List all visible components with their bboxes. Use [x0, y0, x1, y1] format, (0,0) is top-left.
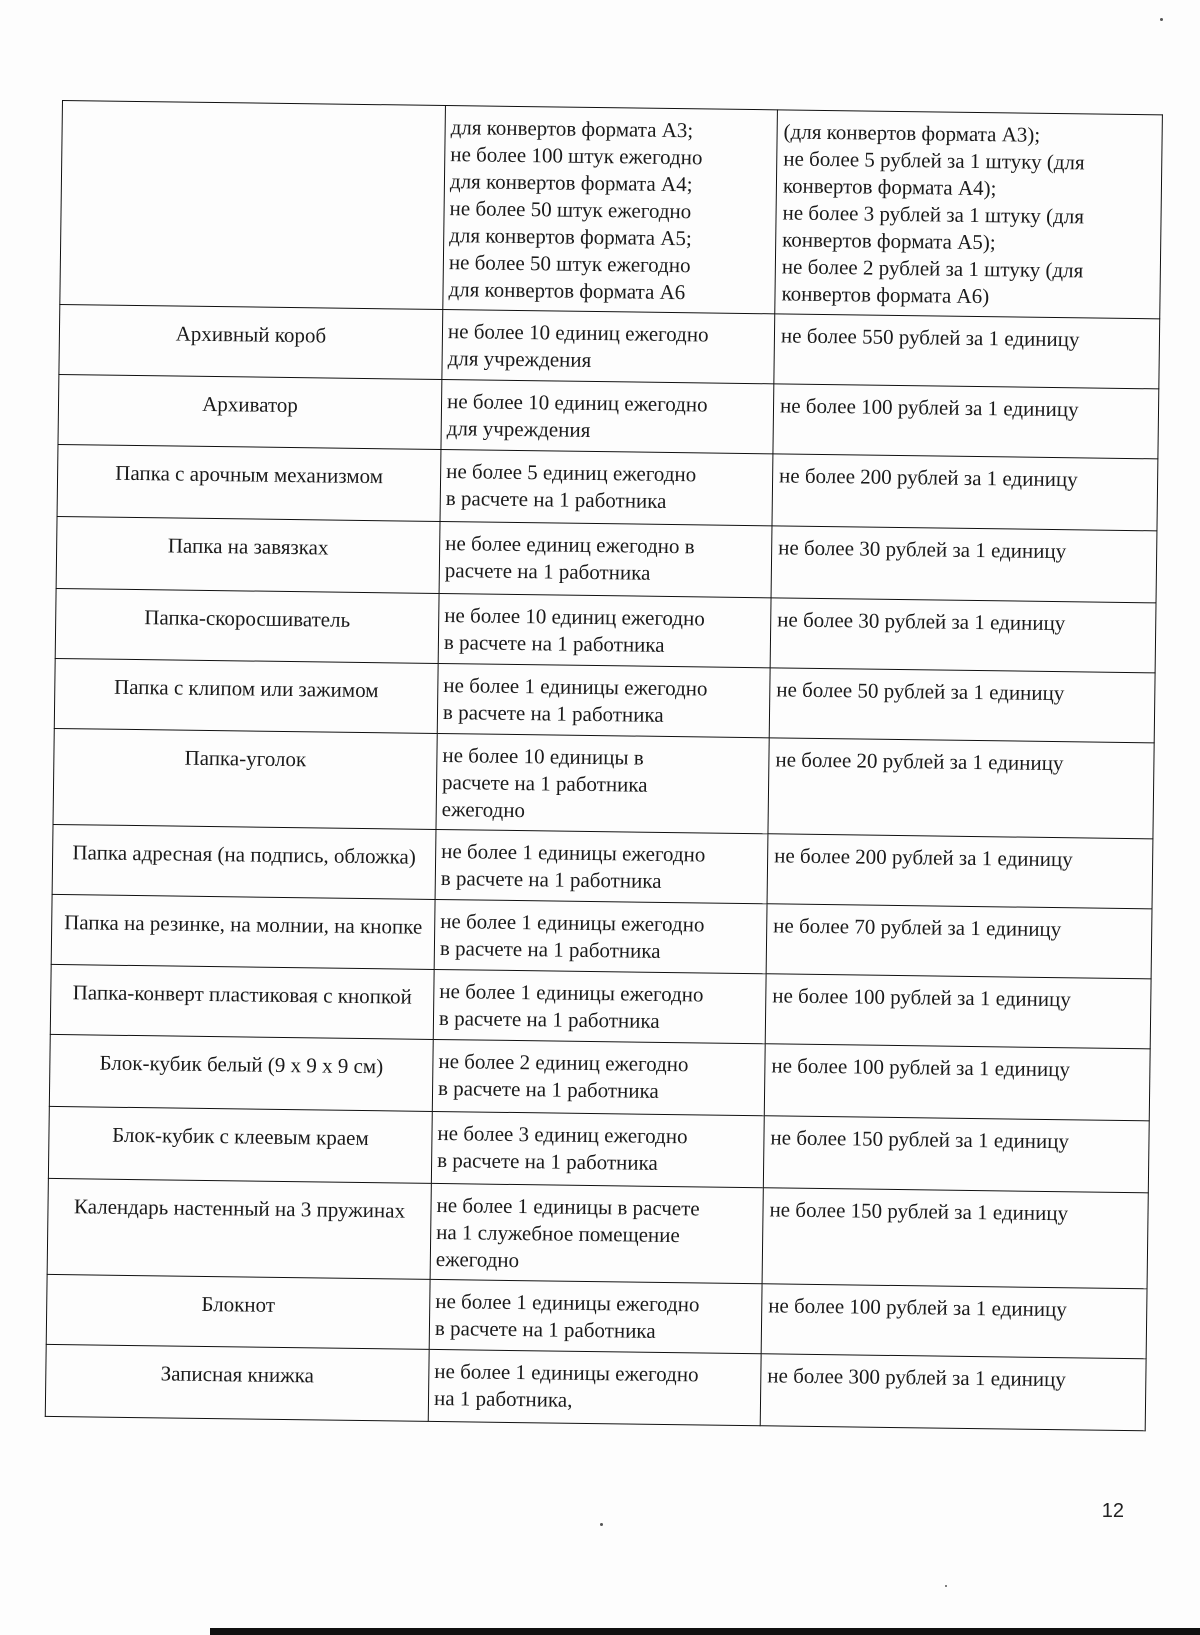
- item-name-cell: Папка адресная (на подпись, обложка): [52, 824, 436, 899]
- scan-speck: [600, 1523, 603, 1526]
- quantity-cell: [436, 733, 769, 833]
- item-name-cell: Папка-уголок: [53, 728, 437, 829]
- price-line: не более 300 рублей за 1 единицу: [767, 1363, 1067, 1392]
- item-name-cell: Блокнот: [46, 1274, 430, 1349]
- quantity-cell: [434, 899, 767, 973]
- quantity-line: не более 50 штук ежегодно: [448, 250, 691, 278]
- price-line: не более 30 рублей за 1 единицу: [777, 607, 1066, 636]
- table-row: [45, 1344, 1146, 1430]
- item-name-cell: Папка на резинке, на молнии, на кнопке: [51, 894, 435, 969]
- quantity-line: в расчете на 1 работника: [434, 1315, 656, 1343]
- price-line: не более 150 рублей за 1 единицу: [769, 1197, 1069, 1226]
- price-cell: [768, 738, 1154, 839]
- quantity-line: не более 10 единиц ежегодно: [447, 319, 709, 347]
- price-line: не более 30 рублей за 1 единицу: [778, 535, 1067, 564]
- quantity-line: в расчете на 1 работника: [443, 630, 665, 657]
- quantity-line: не более 1 единицы в расчете: [436, 1192, 700, 1221]
- price-cell: [770, 598, 1156, 673]
- quantity-cell: [441, 379, 774, 453]
- quantity-line: не более 10 единицы в: [442, 743, 644, 770]
- quantity-line: не более 10 единиц ежегодно: [446, 389, 708, 417]
- quantity-cell: [431, 1111, 764, 1187]
- quantity-line: не более 1 единицы ежегодно: [439, 979, 704, 1007]
- quantity-line: не более единиц ежегодно в: [445, 531, 695, 559]
- quantity-cell: [442, 310, 775, 384]
- price-line: конвертов формата А6): [781, 281, 990, 309]
- price-line: не более 100 рублей за 1 единицу: [772, 983, 1072, 1012]
- price-cell: [771, 526, 1157, 603]
- quantity-line: в расчете на 1 работника: [437, 1148, 658, 1175]
- price-cell: [773, 384, 1159, 459]
- price-line: не более 550 рублей за 1 единицу: [780, 323, 1080, 352]
- price-line: не более 5 рублей за 1 штуку (для: [783, 146, 1085, 175]
- price-cell: [762, 1188, 1148, 1289]
- price-line: не более 100 рублей за 1 единицу: [768, 1293, 1067, 1322]
- quantity-line: для конвертов формата А5;: [449, 223, 692, 251]
- item-name-cell: Папка-конверт пластиковая с кнопкой: [50, 964, 434, 1039]
- quantity-cell: [435, 829, 768, 903]
- quantity-line: не более 10 единиц ежегодно: [444, 603, 705, 631]
- quantity-cell: [432, 1039, 765, 1115]
- quantity-line: не более 1 единицы ежегодно: [440, 909, 705, 937]
- table-body: [45, 101, 1162, 1431]
- quantity-line: на 1 работника,: [433, 1385, 573, 1412]
- price-cell: [767, 834, 1153, 909]
- price-cell: [764, 1044, 1150, 1121]
- price-line: не более 20 рублей за 1 единицу: [775, 747, 1064, 776]
- item-name-cell: Папка с арочным механизмом: [57, 444, 441, 521]
- quantity-line: в расчете на 1 работника: [439, 936, 661, 963]
- quantity-line: не более 3 единиц ежегодно: [437, 1121, 688, 1149]
- quantity-line: на 1 служебное помещение: [436, 1219, 680, 1248]
- quantity-cell: [443, 106, 778, 314]
- price-cell: [765, 974, 1151, 1049]
- price-line: не более 200 рублей за 1 единицу: [774, 843, 1073, 872]
- table-row: [60, 101, 1163, 319]
- quantity-line: ежегодно: [441, 797, 526, 823]
- price-cell: [760, 1354, 1146, 1431]
- table-row: [53, 728, 1154, 838]
- price-cell: [761, 1284, 1147, 1359]
- quantity-line: для конвертов формата А4;: [449, 169, 693, 197]
- quantity-line: не более 5 единиц ежегодно: [446, 459, 697, 487]
- quantity-line: не более 1 единицы ежегодно: [441, 839, 706, 867]
- quantity-line: не более 2 единиц ежегодно: [438, 1049, 689, 1077]
- item-name-cell: Записная книжка: [45, 1344, 429, 1421]
- quantity-cell: [428, 1349, 761, 1425]
- quantity-line: для учреждения: [447, 346, 592, 372]
- price-line: не более 100 рублей за 1 единицу: [779, 393, 1079, 422]
- quantity-line: в расчете на 1 работника: [442, 700, 664, 727]
- quantity-line: для учреждения: [446, 416, 591, 442]
- quantity-line: не более 1 единицы ежегодно: [443, 673, 708, 701]
- price-line: не более 150 рублей за 1 единицу: [770, 1125, 1070, 1154]
- price-cell: [763, 1116, 1149, 1193]
- quantity-line: в расчете на 1 работника: [437, 1076, 659, 1103]
- price-cell: [775, 110, 1163, 319]
- price-line: не более 100 рублей за 1 единицу: [771, 1053, 1071, 1082]
- quantity-cell: [437, 663, 770, 737]
- item-name-cell: [60, 101, 446, 310]
- quantity-line: для конвертов формата А6: [448, 277, 686, 305]
- page-number: 12: [1101, 1500, 1124, 1522]
- price-line: конвертов формата А5);: [782, 227, 996, 255]
- quantity-line: расчете на 1 работника: [441, 770, 648, 797]
- item-name-cell: Блок-кубик с клеевым краем: [48, 1106, 432, 1183]
- quantity-line: ежегодно: [435, 1246, 520, 1273]
- quantity-line: расчете на 1 работника: [444, 558, 651, 585]
- item-name-cell: Архивный короб: [59, 304, 443, 379]
- quantity-line: не более 1 единицы ежегодно: [434, 1358, 699, 1387]
- quantity-cell: [440, 449, 773, 525]
- price-line: конвертов формата А4);: [782, 173, 997, 201]
- price-line: (для конвертов формата А3);: [783, 119, 1041, 147]
- scan-speck: [1160, 18, 1163, 21]
- price-line: не более 3 рублей за 1 штуку (для: [782, 200, 1085, 229]
- quantity-cell: [433, 969, 766, 1043]
- quantity-cell: [438, 593, 771, 667]
- table-row: [47, 1178, 1148, 1288]
- item-name-cell: Архиватор: [58, 374, 442, 449]
- quantity-line: в расчете на 1 работника: [440, 866, 662, 893]
- price-line: не более 200 рублей за 1 единицу: [778, 463, 1078, 492]
- scan-bottom-edge: [210, 1628, 1200, 1635]
- item-name-cell: Календарь настенный на 3 пружинах: [47, 1178, 431, 1279]
- quantity-cell: [430, 1183, 763, 1283]
- quantity-cell: [439, 521, 772, 597]
- price-line: не более 50 рублей за 1 единицу: [776, 677, 1065, 706]
- quantity-line: в расчете на 1 работника: [438, 1006, 660, 1033]
- quantity-line: в расчете на 1 работника: [445, 486, 667, 513]
- price-cell: [769, 668, 1155, 743]
- price-cell: [774, 314, 1160, 389]
- item-name-cell: Папка с клипом или зажимом: [54, 658, 438, 733]
- supplies-norms-table: [45, 100, 1163, 1431]
- scan-speck: [945, 1585, 947, 1587]
- item-name-cell: Папка на завязках: [56, 516, 440, 593]
- quantity-cell: [429, 1279, 762, 1353]
- price-cell: [772, 454, 1158, 531]
- quantity-line: не более 100 штук ежегодно: [450, 142, 703, 170]
- price-line: не более 2 рублей за 1 штуку (для: [781, 254, 1084, 283]
- price-cell: [766, 904, 1152, 979]
- quantity-line: не более 1 единицы ежегодно: [435, 1288, 700, 1317]
- item-name-cell: Блок-кубик белый (9 x 9 x 9 см): [49, 1034, 433, 1111]
- item-name-cell: Папка-скоросшиватель: [55, 588, 439, 663]
- quantity-line: для конвертов формата А3;: [450, 115, 694, 143]
- quantity-line: не более 50 штук ежегодно: [449, 196, 692, 224]
- price-line: не более 70 рублей за 1 единицу: [773, 913, 1062, 942]
